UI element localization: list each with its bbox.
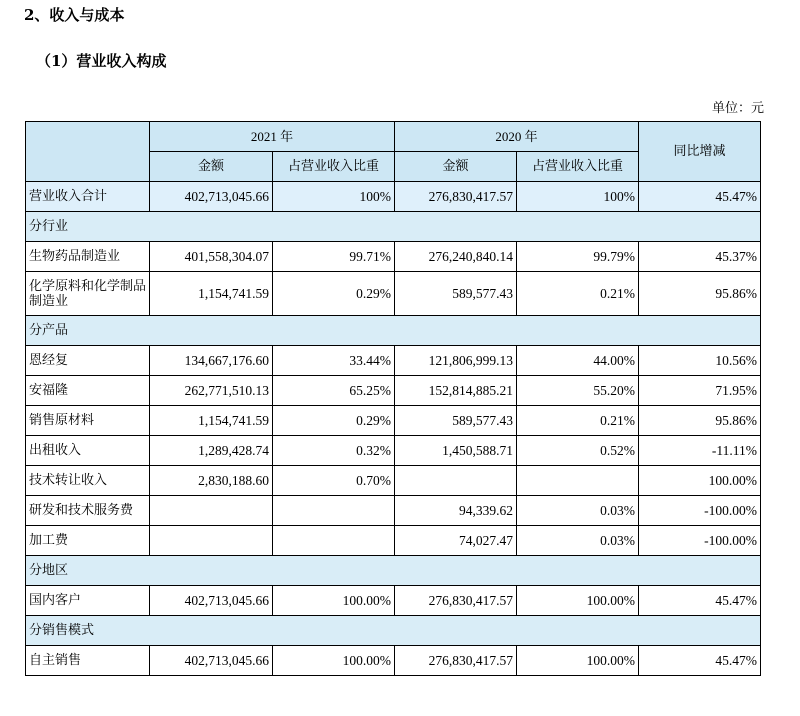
- header-year-2020: 2020 年: [395, 122, 639, 152]
- ratio-2020: 0.03%: [517, 496, 639, 526]
- header-amount-2021: 金额: [150, 152, 273, 182]
- amount-2020: 1,450,588.71: [395, 436, 517, 466]
- table-row: [26, 646, 761, 676]
- row-label: 销售原材料: [26, 406, 150, 436]
- section-title: 分产品: [26, 316, 761, 346]
- row-label: 营业收入合计: [26, 182, 150, 212]
- table-row: [26, 496, 761, 526]
- ratio-2020: 0.21%: [517, 272, 639, 316]
- ratio-2020: 0.21%: [517, 406, 639, 436]
- amount-2021: 401,558,304.07: [150, 242, 273, 272]
- table-row: [26, 466, 761, 496]
- section-header-row: [26, 212, 761, 242]
- table-body: [26, 122, 761, 676]
- row-label: 自主销售: [26, 646, 150, 676]
- amount-2020: 589,577.43: [395, 406, 517, 436]
- amount-2021: 1,154,741.59: [150, 272, 273, 316]
- ratio-2020: 0.03%: [517, 526, 639, 556]
- table-row: [26, 376, 761, 406]
- row-label: 恩经复: [26, 346, 150, 376]
- ratio-2021: 0.29%: [273, 406, 395, 436]
- row-label: 生物药品制造业: [26, 242, 150, 272]
- ratio-2020: [517, 466, 639, 496]
- header-amount-2020: 金额: [395, 152, 517, 182]
- yoy-change: 45.47%: [639, 586, 761, 616]
- amount-2021: [150, 526, 273, 556]
- row-label: 技术转让收入: [26, 466, 150, 496]
- ratio-2020: 99.79%: [517, 242, 639, 272]
- header-yoy: 同比增减: [639, 122, 761, 182]
- header-year-2021: 2021 年: [150, 122, 395, 152]
- amount-2020: 152,814,885.21: [395, 376, 517, 406]
- amount-2020: 276,240,840.14: [395, 242, 517, 272]
- row-label: 加工费: [26, 526, 150, 556]
- ratio-2021: 0.70%: [273, 466, 395, 496]
- amount-2021: 262,771,510.13: [150, 376, 273, 406]
- ratio-2021: 100.00%: [273, 646, 395, 676]
- ratio-2020: 55.20%: [517, 376, 639, 406]
- ratio-2021: 100%: [273, 182, 395, 212]
- section-heading: 2、收入与成本: [24, 6, 125, 24]
- amount-2020: 74,027.47: [395, 526, 517, 556]
- yoy-change: 95.86%: [639, 406, 761, 436]
- amount-2020: 276,830,417.57: [395, 182, 517, 212]
- amount-2020: 276,830,417.57: [395, 586, 517, 616]
- section-header-row: [26, 556, 761, 586]
- section-title: 分地区: [26, 556, 761, 586]
- revenue-composition-table: [25, 121, 761, 676]
- yoy-change: 45.37%: [639, 242, 761, 272]
- table-row: [26, 272, 761, 316]
- amount-2021: 2,830,188.60: [150, 466, 273, 496]
- yoy-change: 45.47%: [639, 646, 761, 676]
- amount-2021: 402,713,045.66: [150, 182, 273, 212]
- amount-2020: 276,830,417.57: [395, 646, 517, 676]
- ratio-2021: 33.44%: [273, 346, 395, 376]
- amount-2020: 94,339.62: [395, 496, 517, 526]
- ratio-2021: 65.25%: [273, 376, 395, 406]
- header-blank-cell: [26, 122, 150, 182]
- table-row: [26, 586, 761, 616]
- yoy-change: -11.11%: [639, 436, 761, 466]
- row-label: 化学原料和化学制品制造业: [26, 272, 150, 316]
- amount-2021: 402,713,045.66: [150, 646, 273, 676]
- ratio-2021: 99.71%: [273, 242, 395, 272]
- ratio-2020: 100%: [517, 182, 639, 212]
- row-label: 国内客户: [26, 586, 150, 616]
- ratio-2020: 0.52%: [517, 436, 639, 466]
- ratio-2020: 100.00%: [517, 586, 639, 616]
- row-label: 出租收入: [26, 436, 150, 466]
- amount-2020: [395, 466, 517, 496]
- total-row: [26, 182, 761, 212]
- table-row: [26, 242, 761, 272]
- yoy-change: 95.86%: [639, 272, 761, 316]
- section-title: 分行业: [26, 212, 761, 242]
- section-header-row: [26, 616, 761, 646]
- header-ratio-2020: 占营业收入比重: [517, 152, 639, 182]
- amount-2021: 134,667,176.60: [150, 346, 273, 376]
- header-ratio-2021: 占营业收入比重: [273, 152, 395, 182]
- row-label: 安福隆: [26, 376, 150, 406]
- ratio-2021: [273, 526, 395, 556]
- amount-2020: 121,806,999.13: [395, 346, 517, 376]
- ratio-2021: 0.32%: [273, 436, 395, 466]
- amount-2021: 402,713,045.66: [150, 586, 273, 616]
- amount-2021: 1,154,741.59: [150, 406, 273, 436]
- ratio-2021: [273, 496, 395, 526]
- ratio-2021: 0.29%: [273, 272, 395, 316]
- yoy-change: 71.95%: [639, 376, 761, 406]
- row-label: 研发和技术服务费: [26, 496, 150, 526]
- ratio-2020: 100.00%: [517, 646, 639, 676]
- amount-2021: 1,289,428.74: [150, 436, 273, 466]
- yoy-change: 45.47%: [639, 182, 761, 212]
- section-title: 分销售模式: [26, 616, 761, 646]
- section-header-row: [26, 316, 761, 346]
- amount-2020: 589,577.43: [395, 272, 517, 316]
- table-row: [26, 406, 761, 436]
- yoy-change: 10.56%: [639, 346, 761, 376]
- yoy-change: 100.00%: [639, 466, 761, 496]
- table-row: [26, 436, 761, 466]
- ratio-2021: 100.00%: [273, 586, 395, 616]
- table-row: [26, 526, 761, 556]
- ratio-2020: 44.00%: [517, 346, 639, 376]
- amount-2021: [150, 496, 273, 526]
- yoy-change: -100.00%: [639, 496, 761, 526]
- header-row-years: [26, 122, 761, 152]
- unit-label: 单位：元: [711, 101, 764, 116]
- table-row: [26, 346, 761, 376]
- subsection-heading: （1）营业收入构成: [36, 52, 167, 70]
- yoy-change: -100.00%: [639, 526, 761, 556]
